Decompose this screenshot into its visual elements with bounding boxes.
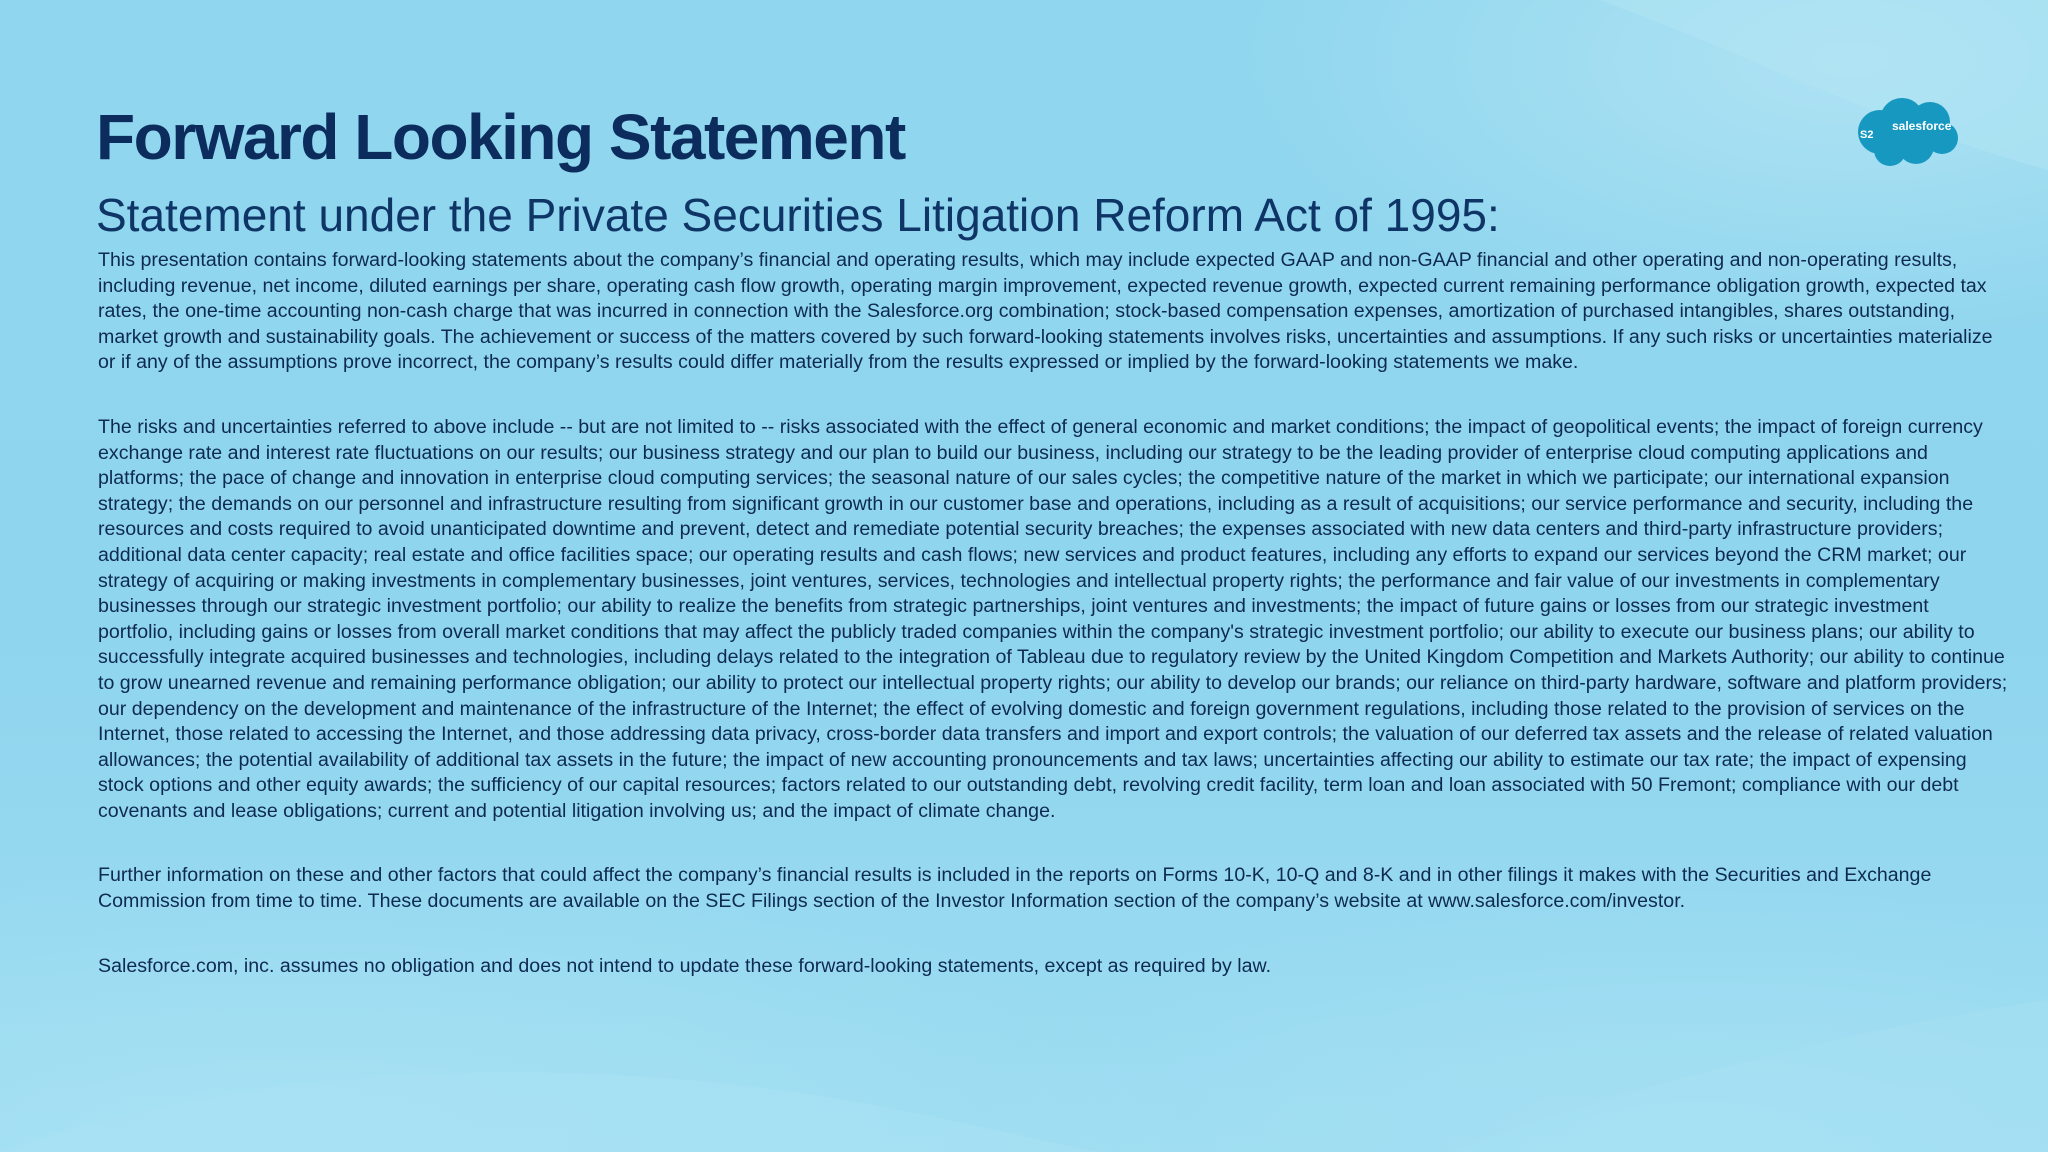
paragraph-risks: The risks and uncertainties referred to above include -- but are not limited to -- risks associated with the effect of general economic and market conditions; the impact of geopolitical events; the impact of foreign currency exchange rate and interest rate fluctuations on our results; our business strategy and our plan to build our business, including our strategy to be the leading provider of enterprise cloud computing applications and platforms; the pace of change and innovation in enterprise cloud computing services; the seasonal nature of our sales cycles; the competitive nature of the market in which we participate; our international expansion strategy; the demands on our personnel and infrastructure resulting from significant growth in our customer base and operations, including as a result of acquisitions; our service performance and security, including the resources and costs required to avoid unanticipated downtime and prevent, detect and remediate potential security breaches; the expenses associated with new data centers and third-party infrastructure providers; additional data center capacity; real estate and office facilities space; our operating results and cash flows; new services and product features, including any efforts to expand our services beyond the CRM market; our strategy of acquiring or making investments in complementary businesses, joint ventures, services, technologies and intellectual property rights; the performance and fair value of our investments in complementary businesses through our strategic investment portfolio; our ability to realize the benefits from strategic partnerships, joint ventures and investments; the impact of future gains or losses from our strategic investment portfolio, including gains or losses from overall market conditions that may affect the publicly traded companies within the company's strategic investment portfolio; our ability to execute our business plans; our ability to successfully integrate acquired businesses and technologies, including delays related to the integration of Tableau due to regulatory review by the United Kingdom Competition and Markets Authority; our ability to continue to grow unearned revenue and remaining performance obligation; our ability to protect our intellectual property rights; our ability to develop our brands; our reliance on third-party hardware, software and platform providers; our dependency on the development and maintenance of the infrastructure of the Internet; the effect of evolving domestic and foreign government regulations, including those related to the provision of services on the Internet, those related to accessing the Internet, and those addressing data privacy, cross-border data transfers and import and export controls; the valuation of our deferred tax assets and the release of related valuation allowances; the potential availability of additional tax assets in the future; the impact of new accounting pronouncements and tax laws; uncertainties affecting our ability to estimate our tax rate; the impact of expensing stock options and other equity awards; the sufficiency of our capital resources; factors related to our outstanding debt, revolving credit facility, term loan and loan associated with 50 Fremont; compliance with our debt covenants and lease obligations; current and potential litigation involving us; and the impact of climate change. [98,415,2008,822]
page-title: Forward Looking Statement [96,101,905,173]
paragraph-no-obligation: Salesforce.com, inc. assumes no obligation and does not intend to update these forward-looking statements, except as required by law. [98,954,1272,977]
paragraph-further-information: Further information on these and other factors that could affect the company’s financial results is included in the reports on Forms 10-K, 10-Q and 8-K and in other filings it makes with the Securities and Exchange Commission from time to time. These documents are available on the SEC Filings section of the Investor Information section of the company’s website at www.salesforce.com/investor. [98,864,1932,913]
logo-wordmark: salesforce [1892,119,1952,133]
salesforce-logo [1852,92,1962,172]
svg-text:S2: S2 [1860,129,1874,141]
salesforce-cloud-logo-icon [1852,92,1962,172]
page-subtitle: Statement under the Private Securities Litigation Reform Act of 1995: [96,189,1500,241]
paragraph-intro: This presentation contains forward-looking statements about the company’s financial and operating results, which may include expected GAAP and non-GAAP financial and other operating and non-operating results, including revenue, net income, diluted earnings per share, operating cash flow growth, operating margin improvement, expected revenue growth, expected current remaining performance obligation growth, expected tax rates, the one-time accounting non-cash charge that was incurred in connection with the Salesforce.org combination; stock-based compensation expenses, amortization of purchased intangibles, shares outstanding, market growth and sustainability goals. The achievement or success of the matters covered by such forward-looking statements involves risks, uncertainties and assumptions. If any such risks or uncertainties materialize or if any of the assumptions prove incorrect, the company’s results could differ materially from the results expressed or implied by the forward-looking statements we make. [98,249,1993,374]
statement-body [98,248,2008,979]
